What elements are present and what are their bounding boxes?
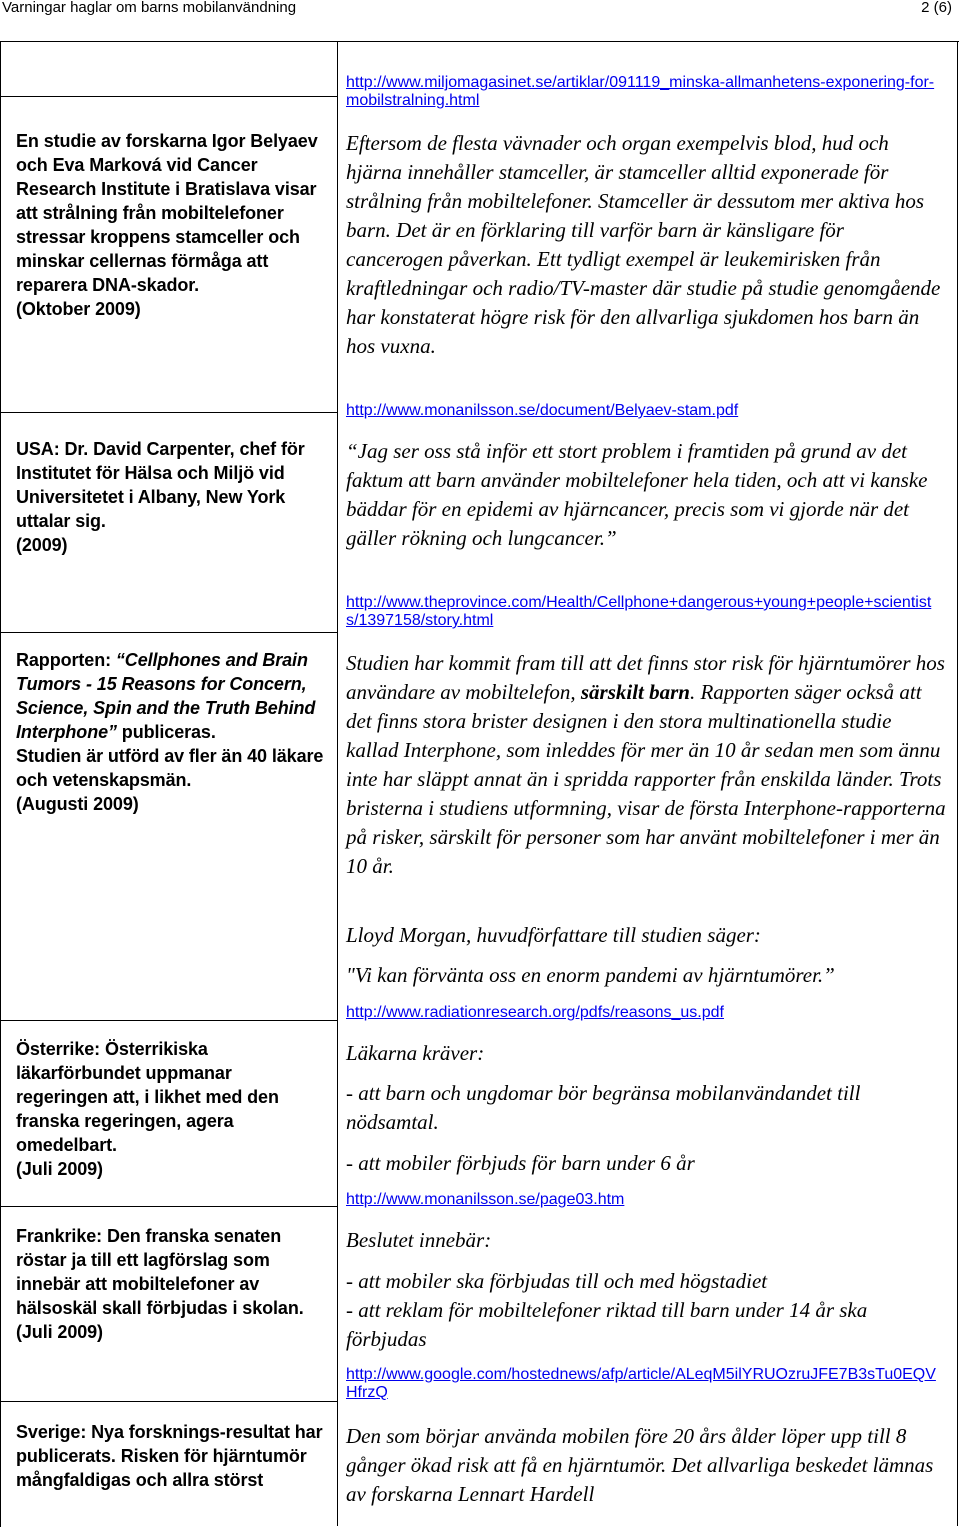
- doctors-demand-1: - att barn och ungdomar bör begränsa mobilanvändandet till nödsamtal.: [346, 1081, 861, 1134]
- link-text[interactable]: http://www.miljomagasinet.se/artiklar/091119_minska-allmanhetens-exponering-for-mobilstralning.html: [346, 74, 935, 109]
- page-header: [0, 0, 960, 20]
- news-date: (2009): [16, 535, 68, 555]
- news-text: En studie av forskarna Igor Belyaev och Eva Marková vid Cancer Research Institute i Bratislava visar att strålning från mobiltelefoner stressar kroppens stamceller och minskar cellernas förmåga att reparera DNA-skador.: [16, 131, 318, 295]
- row-divider: [0, 1206, 337, 1207]
- news-text: Sverige: Nya forsknings-resultat har publicerats. Risken för hjärntumör mångfaldigas och allra störst: [16, 1422, 323, 1490]
- source-link-google[interactable]: http://www.google.com/hostednews/afp/article/ALeqM5ilYRUOzruJFE7B3sTu0EQVHfrzQ: [346, 1366, 936, 1401]
- paragraph-stamceller: Eftersom de flesta vävnader och organ exempelvis blod, hud och hjärna innehåller stamceller, är stamceller alltid exponerade för strålning från mobiltelefoner. Stamceller är dessutom mer aktiva hos barn. Det är en förklaring till varför barn är känsligare för cancerogen påverkan. Ett tydligt exempel är leukemirisken från kraftledningar och radio/TV-master där studie på studie genomgående har konstaterat högre risk för den allvarliga sjukdomen hos barn än hos vuxna.: [346, 131, 941, 358]
- news-item-belyaev: [16, 129, 326, 321]
- news-text-2: Studien är utförd av fler än 40 läkare och vetenskapsmän.: [16, 746, 324, 790]
- news-item-france: [16, 1224, 326, 1344]
- page-number: 2 (6): [921, 0, 952, 16]
- report-suffix: publiceras.: [116, 722, 216, 742]
- report-summary-emphasis: särskilt barn: [580, 680, 690, 704]
- news-text: Frankrike: Den franska senaten röstar ja till ett lagförslag som innebär att mobiltelefoner av hälsoskäl skall förbjudas i skolan.: [16, 1226, 304, 1318]
- news-item-usa: [16, 437, 326, 557]
- decision-1: - att mobiler ska förbjudas till och med högstadiet: [346, 1269, 768, 1293]
- source-link-belyaev[interactable]: http://www.monanilsson.se/document/Belyaev-stam.pdf: [346, 402, 739, 419]
- news-text: Österrike: Österrikiska läkarförbundet uppmanar regeringen att, i likhet med den franska regeringen, agera omedelbart.: [16, 1039, 279, 1155]
- news-date: (Oktober 2009): [16, 299, 141, 319]
- news-item-austria: [16, 1037, 326, 1181]
- row-divider: [0, 1401, 337, 1402]
- news-item-sweden: [16, 1420, 326, 1492]
- news-date: (Augusti 2009): [16, 794, 139, 814]
- source-link-theprovince[interactable]: http://www.theprovince.com/Health/Cellphone+dangerous+young+people+scientists/1397158/story.html: [346, 594, 932, 629]
- doctors-demand-heading: Läkarna kräver:: [346, 1041, 485, 1065]
- row-divider: [0, 96, 337, 97]
- paragraph-hardell: Den som börjar använda mobilen före 20 års ålder löper upp till 8 gånger ökad risk att få en hjärntumör. Det allvarliga beskedet lämnas av forskarna Lennart Hardell: [346, 1424, 934, 1506]
- row-divider: [0, 412, 337, 413]
- quote-carpenter: “Jag ser oss stå inför ett stort problem i framtiden på grund av det faktum att barn använder mobiltelefoner hela tiden, och att vi kanske bäddar för en epidemi av hjärncancer, precis som vi gjorde när det gäller rökning och lungcancer.”: [346, 439, 928, 550]
- column-divider: [337, 41, 338, 1526]
- news-text: USA: Dr. David Carpenter, chef för Institutet för Hälsa och Miljö vid Universitetet i Albany, New York uttalar sig.: [16, 439, 305, 531]
- news-item-report: [16, 648, 326, 816]
- row-divider: [0, 1020, 337, 1021]
- report-title: “Cellphones and Brain Tumors - 15 Reasons for Concern, Science, Spin and the Truth Behind Interphone”: [16, 650, 316, 742]
- news-text: [16, 648, 326, 744]
- morgan-quote: "Vi kan förvänta oss en enorm pandemi av hjärntumörer.”: [346, 963, 835, 987]
- decision-heading: Beslutet innebär:: [346, 1228, 492, 1252]
- source-link-radiationresearch[interactable]: http://www.radiationresearch.org/pdfs/reasons_us.pdf: [346, 1004, 724, 1021]
- report-label: Rapporten:: [16, 650, 116, 670]
- report-summary-a: Studien har kommit fram till att det finns stor risk för hjärntumörer hos användare av mobiltelefon,: [346, 651, 945, 704]
- news-date: (Juli 2009): [16, 1322, 103, 1342]
- document-title: Varningar haglar om barns mobilanvändning: [2, 0, 297, 16]
- doctors-demand-2: - att mobiler förbjuds för barn under 6 år: [346, 1151, 695, 1175]
- report-summary-c: . Rapporten säger också att det finns stora brister designen i den stora multinationella studie kallad Interphone, som inleddes för mer än 10 år sedan men som ännu inte har släppt annat än i spridda rapporter från enskilda länder. Trots bristerna i studiens utformning, visar de första Interphone-rapporterna på risker, särskilt för personer som har använt mobiltelefoner i mer än 10 år.: [346, 680, 946, 878]
- row-divider: [0, 632, 337, 633]
- news-date: (Juli 2009): [16, 1159, 103, 1179]
- decision-2: - att reklam för mobiltelefoner riktad till barn under 14 år ska förbjudas: [346, 1298, 868, 1351]
- table-right-border: [957, 41, 958, 1526]
- source-link-page03[interactable]: http://www.monanilsson.se/page03.htm: [346, 1191, 625, 1208]
- source-link-miljomagasinet[interactable]: [346, 74, 946, 110]
- paragraph-report-summary: [346, 649, 946, 881]
- morgan-intro: Lloyd Morgan, huvudförfattare till studien säger:: [346, 923, 761, 947]
